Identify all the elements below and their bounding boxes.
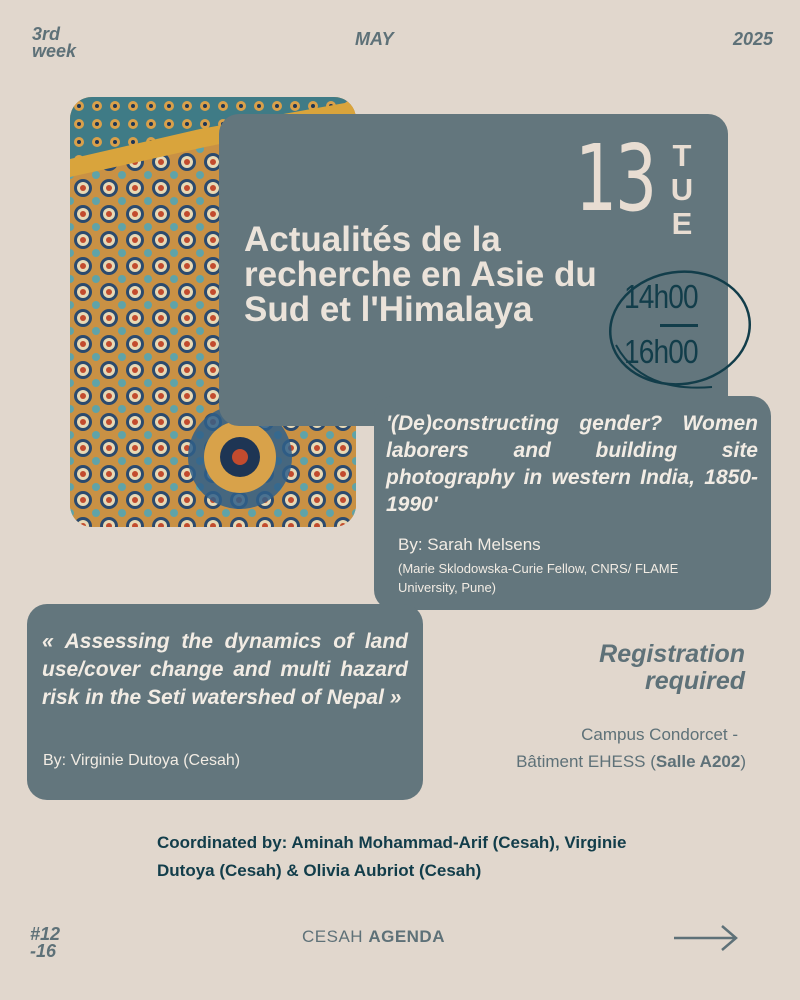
venue-close: ) [740, 752, 746, 771]
registration-line1: Registration [599, 640, 745, 668]
registration-line2: required [644, 667, 745, 695]
issue-number: #12 -16 [30, 924, 61, 961]
registration-notice [599, 641, 745, 695]
talk1-affiliation: (Marie Sklodowska-Curie Fellow, CNRS/ FLAME University, Pune) [398, 561, 679, 595]
start-time: 14h00 [624, 278, 698, 315]
day-name: TUE [670, 138, 694, 241]
talk2-title: « Assessing the dynamics of land use/cover change and multi hazard risk in the Seti watershed of Nepal » [42, 630, 408, 709]
time-separator [660, 324, 698, 327]
week-label: 3rd week [32, 24, 77, 61]
footer-brand [302, 927, 445, 947]
coordinators: Coordinated by: Aminah Mohammad-Arif (Cesah), Virginie Dutoya (Cesah) & Olivia Aubriot (Cesah) [157, 833, 627, 880]
brand-section: AGENDA [368, 927, 445, 946]
venue-building: Bâtiment EHESS ( [516, 752, 656, 771]
arrow-right-icon[interactable] [672, 923, 742, 953]
month-label: MAY [355, 29, 394, 49]
venue-room: Salle A202 [655, 752, 741, 771]
talk1-title: '(De)constructing gender? Women laborers and building site photography in western India, 1850-1990' [386, 412, 758, 516]
end-time: 16h00 [624, 333, 698, 370]
talk1-speaker: By: Sarah Melsens [398, 535, 541, 554]
day-number: 13 [575, 125, 655, 232]
year-label: 2025 [732, 29, 773, 49]
event-title: Actualités de la recherche en Asie du Sud et l'Himalaya [244, 220, 597, 329]
brand-name: CESAH [302, 927, 364, 946]
venue-line1: Campus Condorcet - [581, 725, 738, 744]
talk2-speaker: By: Virginie Dutoya (Cesah) [43, 752, 241, 769]
venue-line2 [516, 752, 746, 772]
